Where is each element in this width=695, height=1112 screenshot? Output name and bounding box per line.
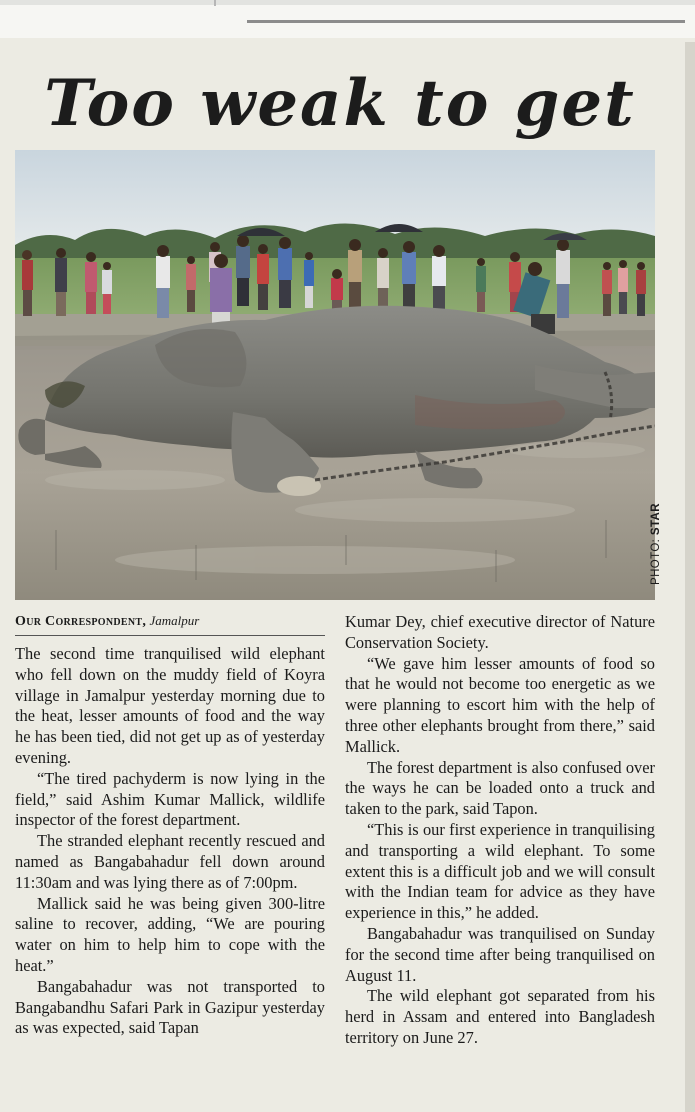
top-strip	[0, 0, 695, 5]
photo-credit	[650, 503, 662, 585]
top-tick-mark	[214, 0, 216, 6]
article-paragraph: Kumar Dey, chief executive director of Nature Conservation Society.	[345, 612, 655, 652]
headline: Too weak to get	[44, 66, 636, 141]
news-photo	[15, 150, 655, 600]
article-paragraph: Mallick said he was being given 300-litre saline to recover, adding, “We are pouring water on him to help him to cope with the heat.”	[15, 893, 325, 975]
article-paragraph: “This is our first experience in tranquilising and transporting a wild elephant. To some extent this is a difficult job and we will consult with the Indian team for advice as they have experience in this,” he added.	[345, 819, 655, 923]
article-paragraph: The wild elephant got separated from his herd in Assam and entered into Bangladesh territory on June 27.	[345, 986, 655, 1047]
byline-author: Our Correspondent,	[15, 614, 147, 629]
photo-credit-source: STAR	[650, 503, 662, 536]
article-paragraph: Bangabahadur was tranquilised on Sunday for the second time after being tranquilised on August 11.	[345, 923, 655, 985]
byline-location: Jamalpur	[149, 613, 200, 628]
article-column-2	[345, 612, 655, 1049]
article-paragraph: “We gave him lesser amounts of food so that he would not become too energetic as we were planning to escort him with the help of three other elephants brought from there,” said Mallick.	[345, 653, 655, 756]
article-paragraph: The stranded elephant recently rescued and named as Bangabahadur fell down around 11:30am and was lying there as of 7:00pm.	[15, 831, 325, 892]
article-paragraph: Bangabahadur was not transported to Bangabandhu Safari Park in Gazipur yesterday as was expected, said Tapan	[15, 976, 325, 1038]
article-paragraph: The second time tranquilised wild elephant who fell down on the muddy field of Koyra village in Jamalpur yesterday morning due to the heat, lesser amounts of food and the way he has been tied, did not get up as of yesterday evening.	[15, 644, 325, 767]
article-column-1	[15, 612, 325, 1039]
byline	[15, 612, 325, 636]
header-rule	[247, 20, 685, 23]
photo-credit-prefix: PHOTO:	[650, 535, 662, 585]
page-top-band	[0, 0, 695, 38]
page-edge-shadow	[685, 42, 695, 1112]
article-paragraph: The forest department is also confused over the ways he can be loaded onto a truck and taken to the park, said Tapon.	[345, 757, 655, 819]
article-paragraph: “The tired pachyderm is now lying in the field,” said Ashim Kumar Mallick, wildlife inspector of the forest department.	[15, 768, 325, 830]
